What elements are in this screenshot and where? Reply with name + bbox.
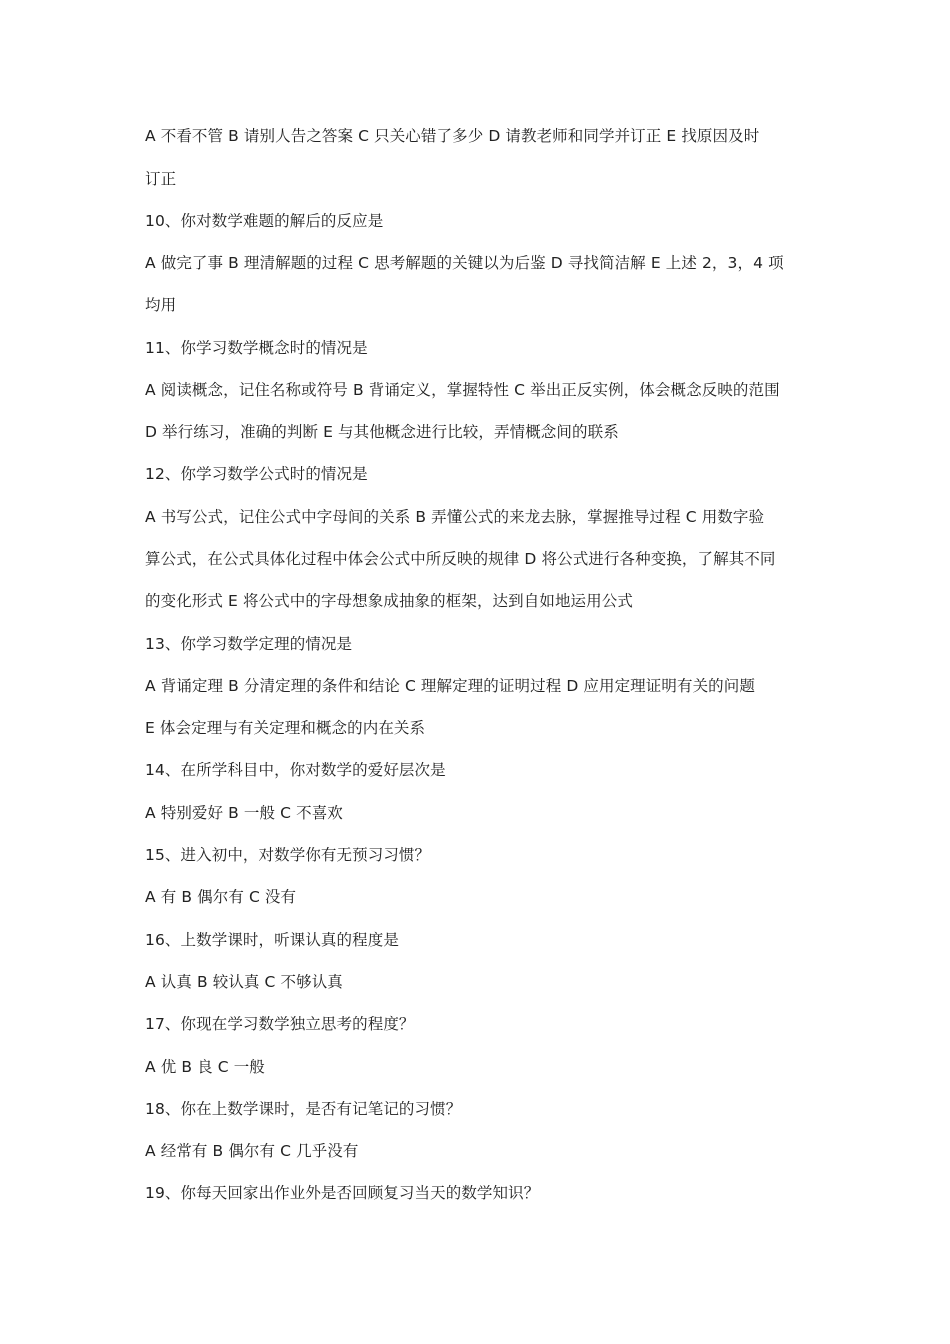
text-line: 均用 [145, 296, 177, 314]
question-heading: 12、你学习数学公式时的情况是 [145, 465, 368, 483]
text-line: A 做完了事 B 理清解题的过程 C 思考解题的关键以为后鉴 D 寻找简洁解 E 上述 2，3，4 项 [145, 254, 784, 272]
text-line: A 优 B 良 C 一般 [145, 1058, 265, 1076]
text-line: E 体会定理与有关定理和概念的内在关系 [145, 719, 426, 737]
question-heading: 17、你现在学习数学独立思考的程度？ [145, 1015, 415, 1033]
text-line: A 阅读概念，记住名称或符号 B 背诵定义，掌握特性 C 举出正反实例，体会概念反映的范围 [145, 381, 780, 399]
question-heading: 14、在所学科目中，你对数学的爱好层次是 [145, 761, 446, 779]
text-line: 算公式，在公式具体化过程中体会公式中所反映的规律 D 将公式进行各种变换，了解其不同 [145, 550, 776, 568]
text-line: 的变化形式 E 将公式中的字母想象成抽象的框架，达到自如地运用公式 [145, 592, 633, 610]
text-line: A 有 B 偶尔有 C 没有 [145, 888, 297, 906]
question-heading: 13、你学习数学定理的情况是 [145, 635, 353, 653]
question-heading: 19、你每天回家出作业外是否回顾复习当天的数学知识？ [145, 1184, 540, 1202]
question-heading: 11、你学习数学概念时的情况是 [145, 339, 368, 357]
text-line: A 书写公式，记住公式中字母间的关系 B 弄懂公式的来龙去脉，掌握推导过程 C 用数字验 [145, 508, 765, 526]
question-heading: 10、你对数学难题的解后的反应是 [145, 212, 384, 230]
question-heading: 15、进入初中，对数学你有无预习习惯？ [145, 846, 431, 864]
text-line: A 不看不管 B 请别人告之答案 C 只关心错了多少 D 请教老师和同学并订正 E 找原因及时 [145, 127, 760, 145]
text-line: 订正 [145, 170, 177, 188]
text-line: A 认真 B 较认真 C 不够认真 [145, 973, 343, 991]
question-heading: 18、你在上数学课时，是否有记笔记的习惯？ [145, 1100, 462, 1118]
text-line: A 背诵定理 B 分清定理的条件和结论 C 理解定理的证明过程 D 应用定理证明有关的问题 [145, 677, 755, 695]
text-line: D 举行练习，准确的判断 E 与其他概念进行比较，弄情概念间的联系 [145, 423, 619, 441]
question-heading: 16、上数学课时，听课认真的程度是 [145, 931, 399, 949]
text-line: A 特别爱好 B 一般 C 不喜欢 [145, 804, 343, 822]
text-line: A 经常有 B 偶尔有 C 几乎没有 [145, 1142, 359, 1160]
